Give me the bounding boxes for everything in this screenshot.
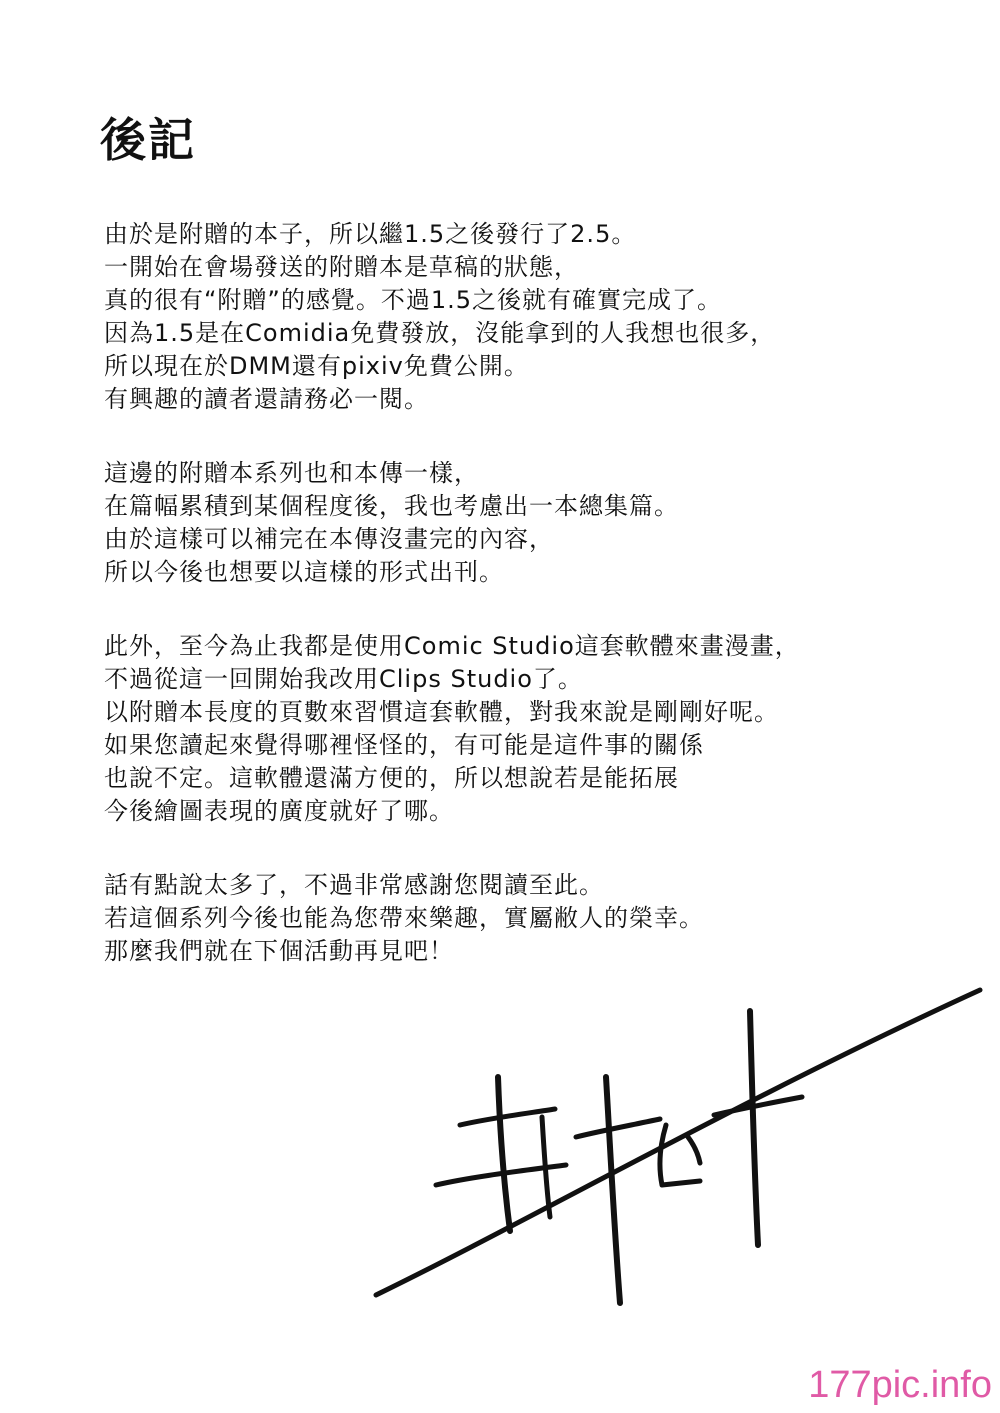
text-line: 今後繪圖表現的廣度就好了哪。 bbox=[104, 797, 454, 825]
text-line: 因為1.5是在Comidia免費發放，沒能拿到的人我想也很多， bbox=[104, 319, 776, 347]
signature-stroke bbox=[606, 1077, 620, 1303]
afterword-body bbox=[104, 218, 924, 1009]
text-line: 不過從這一回開始我改用Clips Studio了。 bbox=[104, 665, 583, 693]
watermark-text: 177pic.info bbox=[808, 1364, 992, 1406]
signature-sweep-stroke bbox=[376, 990, 980, 1295]
page-title: 後記 bbox=[100, 113, 196, 167]
signature-stroke bbox=[688, 1137, 700, 1163]
paragraph-1 bbox=[104, 218, 924, 416]
text-line: 真的很有“附贈”的感覺。不過1.5之後就有確實完成了。 bbox=[104, 286, 723, 314]
text-line: 由於是附贈的本子，所以繼1.5之後發行了2.5。 bbox=[104, 220, 637, 248]
paragraph-2 bbox=[104, 457, 924, 589]
text-line: 一開始在會場發送的附贈本是草稿的狀態， bbox=[104, 253, 579, 281]
text-line: 也說不定。這軟體還滿方便的，所以想說若是能拓展 bbox=[104, 764, 679, 792]
signature-stroke bbox=[498, 1077, 510, 1231]
paragraph-3 bbox=[104, 630, 924, 828]
text-line: 話有點說太多了，不過非常感謝您閱讀至此。 bbox=[104, 871, 604, 899]
text-line: 如果您讀起來覺得哪裡怪怪的，有可能是這件事的關係 bbox=[104, 731, 704, 759]
text-line: 那麼我們就在下個活動再見吧！ bbox=[104, 937, 454, 965]
text-line: 以附贈本長度的頁數來習慣這套軟體，對我來說是剛剛好呢。 bbox=[104, 698, 779, 726]
text-line: 這邊的附贈本系列也和本傳一樣， bbox=[104, 459, 479, 487]
text-line: 若這個系列今後也能為您帶來樂趣，實屬敝人的榮幸。 bbox=[104, 904, 704, 932]
text-line: 所以現在於DMM還有pixiv免費公開。 bbox=[104, 352, 529, 380]
text-line: 由於這樣可以補完在本傳沒畫完的內容， bbox=[104, 525, 554, 553]
text-line: 此外，至今為止我都是使用Comic Studio這套軟體來畫漫畫， bbox=[104, 632, 800, 660]
signature-stroke bbox=[576, 1119, 660, 1137]
signature-stroke bbox=[750, 1011, 758, 1245]
text-line: 有興趣的讀者還請務必一閱。 bbox=[104, 385, 429, 413]
text-line: 所以今後也想要以這樣的形式出刊。 bbox=[104, 558, 504, 586]
author-signature bbox=[370, 985, 990, 1325]
paragraph-4 bbox=[104, 869, 924, 968]
text-line: 在篇幅累積到某個程度後，我也考慮出一本總集篇。 bbox=[104, 492, 679, 520]
signature-stroke bbox=[660, 1125, 700, 1185]
